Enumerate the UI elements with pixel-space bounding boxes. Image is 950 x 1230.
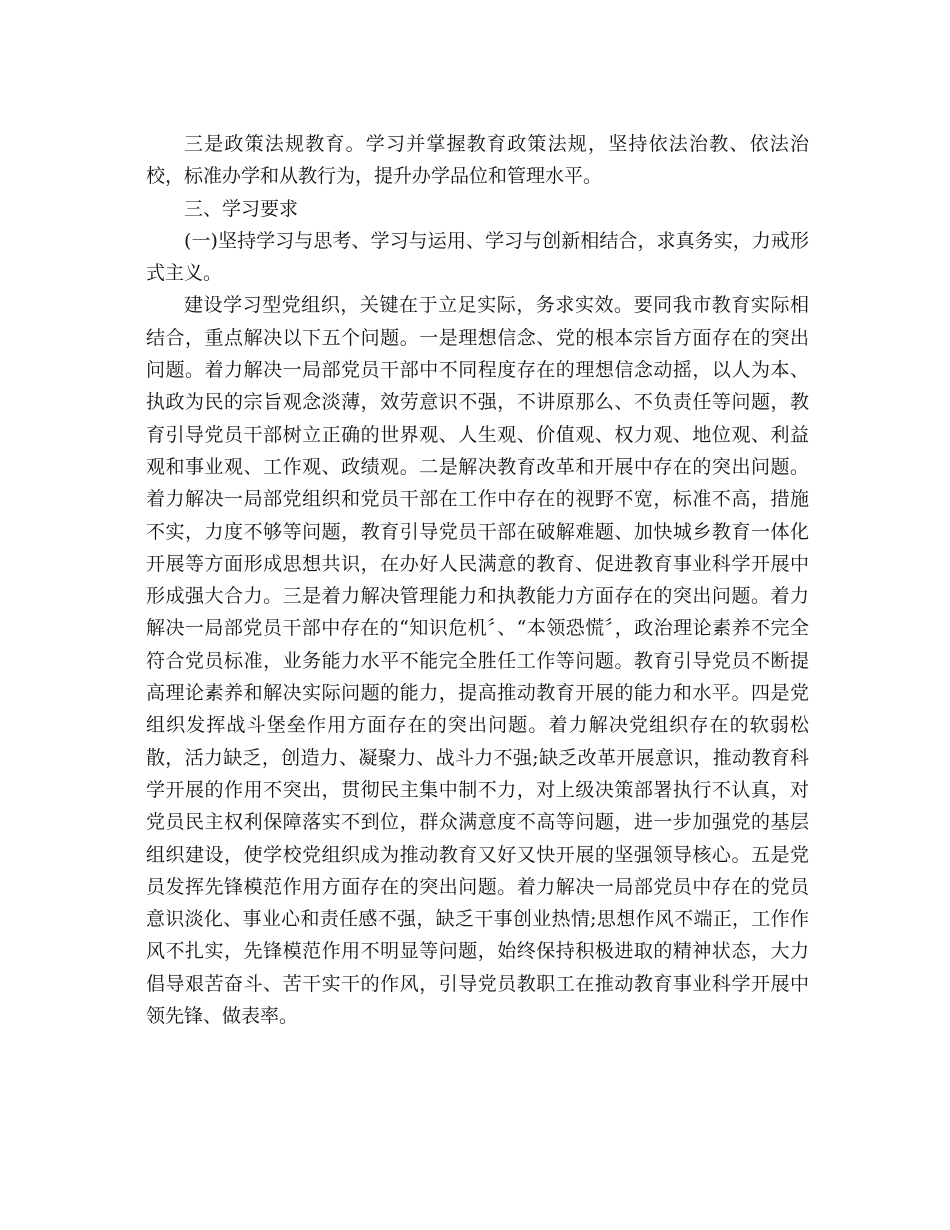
paragraph-policy-education: 三是政策法规教育。学习并掌握教育政策法规，坚持依法治教、依法治校，标准办学和从教行为，提升办学品位和管理水平。 [146, 133, 809, 188]
document-body [146, 128, 809, 1032]
paragraph-five-problems: 建设学习型党组织，关键在于立足实际，务求实效。要同我市教育实际相结合，重点解决以下五个问题。一是理想信念、党的根本宗旨方面存在的突出问题。着力解决一局部党员干部中不同程度存在的理想信念动摇，以人为本、执政为民的宗旨观念淡薄，效劳意识不强，不讲原那么、不负责任等问题，教育引导党员干部树立正确的世界观、人生观、价值观、权力观、地位观、利益观和事业观、工作观、政绩观。二是解决教育改革和开展中存在的突出问题。着力解决一局部党组织和党员干部在工作中存在的视野不宽，标准不高，措施不实，力度不够等问题，教育引导党员干部在破解难题、加快城乡教育一体化开展等方面形成思想共识，在办好人民满意的教育、促进教育事业科学开展中形成强大合力。三是着力解决管理能力和执教能力方面存在的突出问题。着力解决一局部党员干部中存在的“知识危机〞、“本领恐慌〞，政治理论素养不完全符合党员标准，业务能力水平不能完全胜任工作等问题。教育引导党员不断提高理论素养和解决实际问题的能力，提高推动教育开展的能力和水平。四是党组织发挥战斗堡垒作用方面存在的突出问题。着力解决党组织存在的软弱松散，活力缺乏，创造力、凝聚力、战斗力不强;缺乏改革开展意识，推动教育科学开展的作用不突出，贯彻民主集中制不力，对上级决策部署执行不认真，对党员民主权利保障落实不到位，群众满意度不高等问题，进一步加强党的基层组织建设，使学校党组织成为推动教育又好又快开展的坚强领导核心。五是党员发挥先锋模范作用方面存在的突出问题。着力解决一局部党员中存在的党员意识淡化、事业心和责任感不强，缺乏干事创业热情;思想作风不端正，工作作风不扎实，先锋模范作用不明显等问题，始终保持积极进取的精神状态，大力倡导艰苦奋斗、苦干实干的作风，引导党员教职工在推动教育事业科学开展中领先锋、做表率。 [146, 294, 809, 1028]
paragraph-requirement-one: (一)坚持学习与思考、学习与运用、学习与创新相结合，求真务实，力戒形式主义。 [146, 229, 809, 285]
section-heading-study-requirements: 三、学习要求 [184, 197, 299, 220]
